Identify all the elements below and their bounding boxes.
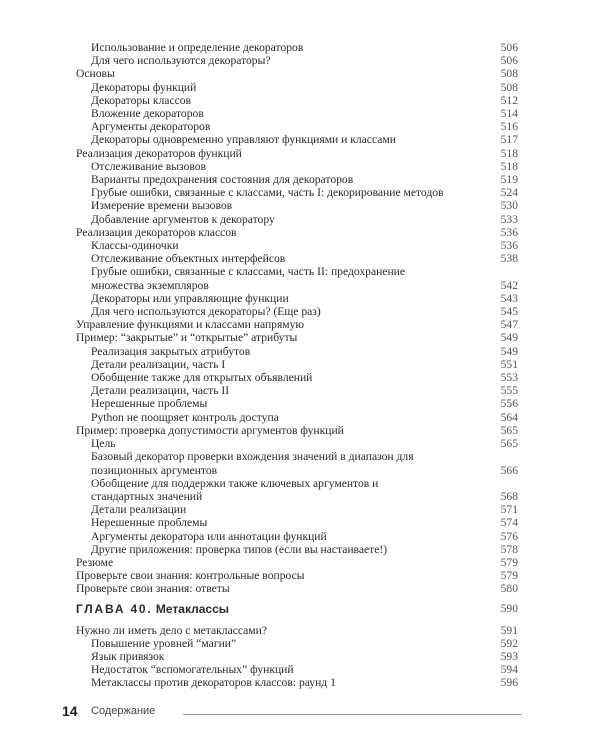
toc-entry-title: Базовый декоратор проверки вхождения значений в диапазон для позиционных аргументов xyxy=(91,450,414,477)
toc-entry-title: Нерешенные проблемы xyxy=(91,397,208,411)
toc-subentry xyxy=(76,530,518,543)
toc-subentry xyxy=(76,676,518,689)
toc-section-decorators xyxy=(76,41,518,596)
toc-entry-page-number: 571 xyxy=(500,503,518,517)
toc-entry-page-number: 543 xyxy=(500,291,518,305)
toc-subentry xyxy=(76,543,518,556)
toc-entry-page-number: 594 xyxy=(500,663,518,677)
toc-entry-title: Проверьте свои знания: контрольные вопросы xyxy=(76,569,305,583)
toc-entry-page-number: 568 xyxy=(500,489,518,503)
toc-entry-page-number: 536 xyxy=(500,239,518,253)
toc-section-metaclasses xyxy=(76,624,518,690)
toc-entry-page-number: 524 xyxy=(500,186,518,200)
toc-entry-page-number: 536 xyxy=(500,225,518,239)
chapter-page-number: 590 xyxy=(500,601,518,615)
toc-subentry xyxy=(76,186,518,199)
toc-entry-title: Для чего используются декораторы? xyxy=(91,54,271,68)
toc-entry-page-number: 566 xyxy=(500,463,518,477)
toc-subentry xyxy=(76,663,518,676)
toc-subentry xyxy=(76,252,518,265)
toc-subentry xyxy=(76,239,518,252)
toc-entry-page-number: 518 xyxy=(500,146,518,160)
toc-entry-title: Обобщение также для открытых объявлений xyxy=(91,371,313,385)
toc-entry-page-number: 506 xyxy=(500,54,518,68)
toc-subentry xyxy=(76,199,518,212)
toc-subentry xyxy=(76,54,518,67)
page-footer xyxy=(62,703,522,723)
chapter-title: Метаклассы xyxy=(155,601,229,616)
toc-entry xyxy=(76,318,518,331)
toc-entry xyxy=(76,556,518,569)
toc-entry-title: Аргументы декораторов xyxy=(91,120,211,134)
toc-entry-page-number: 564 xyxy=(500,410,518,424)
chapter-heading xyxy=(76,602,518,616)
toc-entry-title: Обобщение для поддержки также ключевых аргументов и стандартных значений xyxy=(91,476,379,503)
footer-section-title: Содержание xyxy=(91,705,156,717)
toc-entry-page-number: 508 xyxy=(500,67,518,81)
toc-entry-page-number: 538 xyxy=(500,252,518,266)
toc-subentry xyxy=(76,384,518,397)
toc-entry-page-number: 555 xyxy=(500,384,518,398)
toc-subentry xyxy=(76,107,518,120)
toc-subentry xyxy=(76,120,518,133)
toc-entry-page-number: 508 xyxy=(500,80,518,94)
toc-entry-page-number: 565 xyxy=(500,437,518,451)
toc-subentry xyxy=(76,637,518,650)
toc-entry-page-number: 591 xyxy=(500,623,518,637)
toc-entry xyxy=(76,147,518,160)
footer-rule xyxy=(183,714,522,715)
toc-entry-title: Недостаток “вспомогательных” функций xyxy=(91,663,294,677)
toc-entry-title: Python не поощряет контроль доступа xyxy=(91,410,279,424)
toc-subentry xyxy=(76,516,518,529)
toc-entry-page-number: 592 xyxy=(500,636,518,650)
toc-entry-page-number: 596 xyxy=(500,676,518,690)
toc-subentry xyxy=(76,397,518,410)
toc-subentry xyxy=(76,305,518,318)
toc-entry-title: Повышение уровней “магии” xyxy=(91,636,237,650)
toc-entry-title: Управление функциями и классами напрямую xyxy=(76,318,305,332)
toc-entry-page-number: 518 xyxy=(500,159,518,173)
toc-entry-title: Реализация декораторов функций xyxy=(76,146,242,160)
toc-entry-page-number: 574 xyxy=(500,516,518,530)
toc-entry-page-number: 514 xyxy=(500,107,518,121)
toc-subentry xyxy=(76,160,518,173)
toc-entry-title: Варианты предохранения состояния для декораторов xyxy=(91,173,354,187)
toc-entry-title: Язык привязок xyxy=(91,649,165,663)
toc-subentry xyxy=(76,371,518,384)
toc-entry-page-number: 565 xyxy=(500,423,518,437)
toc-subentry xyxy=(76,477,518,503)
toc-entry-title: Пример: “закрытые” и “открытые” атрибуты xyxy=(76,331,298,345)
toc-entry-title: Цель xyxy=(91,437,116,451)
toc-subentry xyxy=(76,265,518,291)
toc-entry-title: Другие приложения: проверка типов (если вы настаиваете!) xyxy=(91,542,388,556)
toc-entry-page-number: 549 xyxy=(500,331,518,345)
toc-subentry xyxy=(76,133,518,146)
toc-entry-page-number: 553 xyxy=(500,371,518,385)
toc-entry-page-number: 516 xyxy=(500,120,518,134)
toc-entry-title: Реализация закрытых атрибутов xyxy=(91,344,251,358)
toc-entry xyxy=(76,624,518,637)
toc-entry xyxy=(76,331,518,344)
toc-entry-page-number: 551 xyxy=(500,357,518,371)
toc-entry xyxy=(76,582,518,595)
toc-subentry xyxy=(76,450,518,476)
toc-entry-title: Детали реализации xyxy=(91,503,187,517)
toc-entry xyxy=(76,226,518,239)
toc-entry-title: Для чего используются декораторы? (Еще раз) xyxy=(91,305,321,319)
toc-entry-title: Резюме xyxy=(76,555,114,569)
toc-entry-title: Декораторы или управляющие функции xyxy=(91,291,289,305)
toc-entry-title: Пример: проверка допустимости аргументов функций xyxy=(76,423,344,437)
toc-entry-title: Отслеживание вызовов xyxy=(91,159,207,173)
toc-entry-page-number: 579 xyxy=(500,569,518,583)
toc-subentry xyxy=(76,503,518,516)
toc-entry-page-number: 549 xyxy=(500,344,518,358)
toc-entry-page-number: 506 xyxy=(500,41,518,54)
toc-entry-page-number: 547 xyxy=(500,318,518,332)
toc-entry-title: Добавление аргументов к декоратору xyxy=(91,212,275,226)
toc-entry-title: Основы xyxy=(76,67,115,81)
toc-subentry xyxy=(76,292,518,305)
toc-entry xyxy=(76,569,518,582)
toc-entry-title: Вложение декораторов xyxy=(91,107,204,121)
toc-entry-title: Аргументы декоратора или аннотации функций xyxy=(91,529,327,543)
toc-subentry xyxy=(76,411,518,424)
toc-entry-page-number: 545 xyxy=(500,305,518,319)
toc-entry-title: Метаклассы против декораторов классов: раунд 1 xyxy=(91,676,336,690)
toc-entry-title: Классы-одиночки xyxy=(91,239,179,253)
footer-page-number: 14 xyxy=(62,703,78,719)
toc-entry-title: Отслеживание объектных интерфейсов xyxy=(91,252,286,266)
toc-subentry xyxy=(76,213,518,226)
toc-subentry xyxy=(76,650,518,663)
toc-entry-title: Детали реализации, часть II xyxy=(91,384,230,398)
toc-entry xyxy=(76,67,518,80)
toc-subentry xyxy=(76,41,518,54)
toc-entry-page-number: 576 xyxy=(500,529,518,543)
toc-subentry xyxy=(76,437,518,450)
toc-entry-page-number: 579 xyxy=(500,555,518,569)
toc-subentry xyxy=(76,345,518,358)
toc-entry-page-number: 530 xyxy=(500,199,518,213)
toc-entry-page-number: 519 xyxy=(500,173,518,187)
toc-entry-title: Декораторы функций xyxy=(91,80,197,94)
toc-entry-page-number: 533 xyxy=(500,212,518,226)
toc-entry-page-number: 542 xyxy=(500,278,518,292)
toc-entry-title: Измерение времени вызовов xyxy=(91,199,233,213)
toc-entry-title: Грубые ошибки, связанные с классами, часть II: предохранение множества экземпляров xyxy=(91,265,406,292)
toc-subentry xyxy=(76,81,518,94)
toc-entry-title: Проверьте свои знания: ответы xyxy=(76,582,230,596)
toc-entry-title: Грубые ошибки, связанные с классами, часть I: декорирование методов xyxy=(91,186,444,200)
toc-entry-page-number: 578 xyxy=(500,542,518,556)
toc-entry-title: Использование и определение декораторов xyxy=(91,41,304,54)
toc-subentry xyxy=(76,94,518,107)
toc-entry-page-number: 556 xyxy=(500,397,518,411)
toc-entry-title: Нужно ли иметь дело с метаклассами? xyxy=(76,623,267,637)
toc-subentry xyxy=(76,358,518,371)
toc-entry-title: Реализация декораторов классов xyxy=(76,225,237,239)
toc-subentry xyxy=(76,173,518,186)
toc-entry-page-number: 580 xyxy=(500,582,518,596)
toc-entry-page-number: 517 xyxy=(500,133,518,147)
toc-entry-page-number: 512 xyxy=(500,93,518,107)
toc-entry-title: Нерешенные проблемы xyxy=(91,516,208,530)
toc-entry xyxy=(76,424,518,437)
toc-entry-title: Декораторы классов xyxy=(91,93,192,107)
toc-entry-page-number: 593 xyxy=(500,649,518,663)
table-of-contents xyxy=(76,41,518,690)
toc-entry-title: Декораторы одновременно управляют функциями и классами xyxy=(91,133,396,147)
chapter-label: ГЛАВА 40. xyxy=(76,601,153,616)
toc-entry-title: Детали реализации, часть I xyxy=(91,357,226,371)
